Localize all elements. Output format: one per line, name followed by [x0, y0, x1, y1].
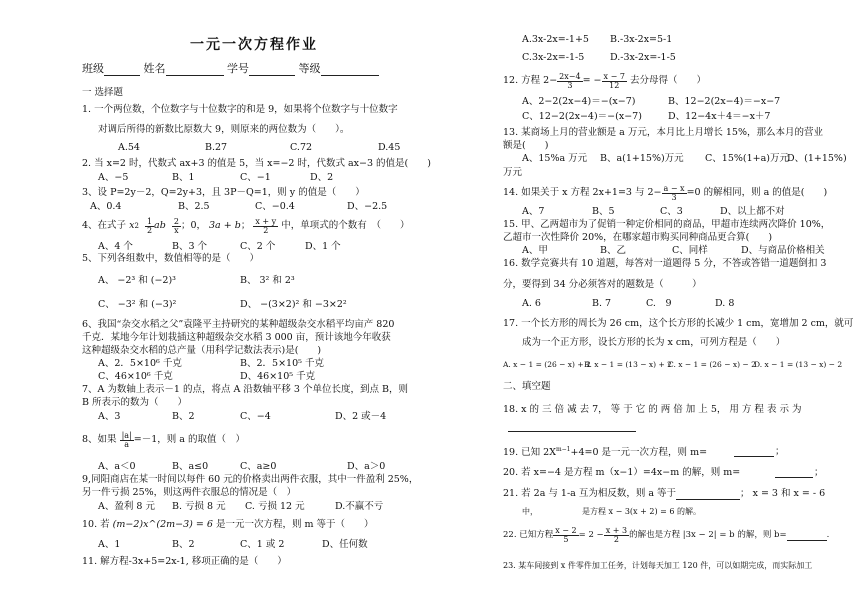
q9-line2: 另一件亏损 25%，则这两件衣服总的情况是（ ） [82, 487, 297, 498]
q7-line2: B 所表示的数为（ ） [82, 397, 188, 408]
q21-suffix: ； x = 3 和 x = - 6 [740, 488, 826, 499]
q22-equals: = 2 − [578, 529, 604, 540]
q4-option-d[interactable]: D、1 个 [305, 241, 341, 252]
q7-option-d[interactable]: D、2 或－4 [335, 411, 387, 422]
q5-option-a[interactable]: A、 −2³ 和 (−2)³ [98, 275, 176, 286]
q10-option-c[interactable]: C、1 或 2 [240, 539, 285, 550]
q14-option-d[interactable]: D、以上都不对 [720, 206, 785, 217]
q3-option-a[interactable]: A、0.4 [90, 201, 122, 212]
q1-line1: 1. 一个两位数，个位数字与十位数字的和是 9，如果将个位数字与十位数字 [82, 104, 398, 115]
name-label: 姓名 [143, 62, 166, 75]
q4-text: 4、在式子 x 2 $\frac{1}{2}$ ab $\frac{2}{x}$ ；0， 3a + b ； $\frac{x + y}{2}$ 中，单项式的个数有 （ ） [82, 216, 410, 235]
q21-line1 [503, 488, 825, 500]
q4-term-ab: ab [154, 220, 166, 232]
name-field[interactable] [166, 64, 224, 76]
q22-fraction-1: $\frac{x - 2}{5}$ [555, 525, 577, 544]
q21-answer-blank[interactable] [676, 489, 740, 500]
q8-prefix: 8、如果 [82, 434, 117, 446]
q10-option-b[interactable]: B、2 [172, 539, 195, 550]
section-fill-heading: 二、填空题 [503, 381, 551, 392]
q11-option-d[interactable]: D.-3x-2x=-1-5 [610, 52, 676, 63]
q13-option-a[interactable]: A、15%a 万元 [522, 153, 588, 164]
q20-answer-blank[interactable] [775, 467, 813, 478]
q1-line2: 对调后所得的新数比原数大 9，则原来的两位数为（ ）。 [98, 124, 350, 135]
q13-tail: 万元 [503, 167, 523, 178]
q11-option-a[interactable]: A.3x-2x=-1+5 [522, 34, 589, 45]
q12-option-c[interactable]: C、12−2(2x−4)＝−(x−7) [522, 111, 642, 122]
q8-option-b[interactable]: B、a≤0 [172, 461, 209, 472]
page-title: 一元一次方程作业 [190, 37, 318, 53]
q18-answer-blank[interactable] [508, 421, 636, 432]
q12-text [503, 68, 706, 94]
q22-fraction-2: $\frac{x + 3}{2}$ [605, 525, 628, 544]
q12-fraction-2: $\frac{x - 7}{12}$ [603, 71, 625, 90]
q19-exponent: m−1 [555, 446, 571, 453]
q4-prefix: 4、在式子 [82, 220, 127, 232]
q15-option-b[interactable]: B、乙 [600, 245, 626, 256]
q8-option-d[interactable]: D、a＞0 [347, 461, 386, 472]
q22-prefix: 22. 已知方程 [503, 529, 554, 540]
q5-option-c[interactable]: C、 −3² 和 (−3)² [98, 299, 177, 310]
q23-text: 23. 某车间接到 x 件零件加工任务，计划每天加工 120 件，可以如期完成，而实际加工 [503, 561, 813, 570]
q8-fraction: $\frac{|a|}{a}$ [121, 430, 132, 449]
q7-line1: 7、A 为数轴上表示－1 的点，将点 A 沿数轴平移 3 个单位长度，到点 B，则 [82, 384, 408, 395]
q22-text [503, 522, 829, 548]
q15-option-d[interactable]: D、与商品价格相关 [741, 245, 825, 256]
q9-line1: 9,同阳商店在某一时间以每件 60 元的价格卖出两件衣服，其中一件盈利 25%， [82, 474, 419, 485]
class-label: 班级 [82, 62, 104, 75]
q7-option-b[interactable]: B、2 [172, 411, 195, 422]
q6-line3: 这种超级杂交水稻的总产量（用科学记数法表示)是( ) [82, 345, 322, 356]
q5-option-d[interactable]: D、 −(3×2)² 和 −3×2² [240, 299, 347, 310]
q16-option-b[interactable]: B. 7 [592, 298, 612, 309]
q8-suffix: =－1，则 a 的取值（ ） [133, 434, 245, 446]
q3-option-d[interactable]: D、−2.5 [347, 201, 388, 212]
q14-prefix: 14. 如果关于 x 方程 2x+1=3 与 2− [503, 187, 662, 199]
q11-option-b[interactable]: B.-3x-2x=5-1 [610, 34, 673, 45]
id-field[interactable] [249, 64, 295, 76]
q17-option-a[interactable]: A. x − 1 = (26 − x) + 2 [503, 360, 591, 369]
q4-option-c[interactable]: C、2 个 [240, 241, 276, 252]
q12-suffix: 去分母得（ ） [629, 75, 706, 87]
q2-text: 2. 当 x=2 时，代数式 ax+3 的值是 5，当 x=−2 时，代数式 ax−3 的值是( ) [82, 158, 431, 169]
q2-option-d[interactable]: D、2 [310, 172, 334, 183]
q10-equation: (m−2)x^(2m−3) = 6 [112, 519, 213, 530]
q18-line1: 18. x 的 三 倍 减 去 7， 等 于 它 的 两 倍 加 上 5， 用 方 程 表 示 为 [503, 404, 802, 415]
q13-line1: 13. 某商场上月的营业额是 a 万元，本月比上月增长 15%，那么本月的营业 [503, 127, 823, 138]
q13-option-b[interactable]: B、a(1+15%)万元 [600, 153, 684, 164]
q10-option-a[interactable]: A、1 [98, 539, 121, 550]
q4-option-a[interactable]: A、4 个 [98, 241, 133, 252]
q16-option-a[interactable]: A. 6 [522, 298, 541, 309]
q15-option-c[interactable]: C、同样 [672, 245, 708, 256]
q6-option-d[interactable]: D、46×10⁵ 千克 [240, 371, 316, 382]
q12-prefix: 12. 方程 2− [503, 75, 558, 87]
q4-term-3ab: 3a + b [209, 220, 241, 232]
q6-line2: 千克．某地今年计划栽插这种超级杂交水稻 3 000 亩，预计该地今年收获 [82, 332, 391, 343]
q2-option-c[interactable]: C、−1 [240, 172, 271, 183]
q5-option-b[interactable]: B、 3² 和 2³ [240, 275, 295, 286]
q3-text: 3、设 P=2y－2，Q=2y+3，且 3P－Q=1，则 y 的值是（ ） [82, 187, 365, 198]
q10-option-d[interactable]: D、任何数 [322, 539, 368, 550]
q14-suffix: =0 的解相同，则 a 的值是( ) [686, 187, 828, 199]
q9-option-c[interactable]: C. 亏损 12 元 [245, 501, 305, 512]
q4-term-x-exp: 2 [134, 221, 139, 230]
q17-option-d[interactable]: D. x − 1 = (13 − x) − 2 [754, 360, 843, 369]
q10-text [82, 519, 374, 531]
q7-option-c[interactable]: C、−4 [240, 411, 271, 422]
q15-line1: 15. 甲、乙两超市为了促销一种定价相同的商品，甲超市连续两次降价 10%， [503, 219, 831, 230]
q19-end: ； [775, 446, 785, 457]
q4-term-x: x [129, 220, 135, 232]
grade-field[interactable] [321, 64, 379, 76]
q19-suffix: +4=0 是一元一次方程，则 m= [570, 447, 708, 459]
q2-option-b[interactable]: B、1 [172, 172, 195, 183]
class-field[interactable] [104, 64, 140, 76]
q14-fraction: $\frac{a - x}{3}$ [663, 183, 685, 202]
q19-answer-blank[interactable] [734, 446, 774, 457]
q16-line1: 16. 数学竞赛共有 10 道题，每答对一道题得 5 分，不答或答错一道题倒扣 3 [503, 258, 827, 269]
q6-option-c[interactable]: C、46×10⁶ 千克 [98, 371, 173, 382]
q14-option-a[interactable]: A、7 [522, 206, 545, 217]
q13-option-c[interactable]: C、15%(1+a)万元 [705, 153, 789, 164]
q12-option-a[interactable]: A、2−2(2x−4)＝−(x−7) [522, 96, 636, 107]
q17-line1: 17. 一个长方形的周长为 26 cm，这个长方形的长减少 1 cm，宽增加 2 cm，就可 [503, 318, 854, 329]
q8-option-c[interactable]: C、a≥0 [240, 461, 277, 472]
q3-option-b[interactable]: B、2.5 [178, 201, 210, 212]
q13-line2: 额是( ) [503, 140, 549, 151]
q15-line2: 乙超市一次性降价 20%，在哪家超市购买同种商品更合算( ) [503, 232, 773, 243]
q22-end: . [826, 529, 830, 540]
q6-option-a[interactable]: A、2．5×10⁶ 千克 [98, 358, 182, 369]
q1-option-c[interactable]: C.72 [290, 142, 313, 153]
q1-option-b[interactable]: B.27 [205, 142, 228, 153]
section-choice-heading: 一 选择题 [82, 87, 124, 98]
q14-option-b[interactable]: B、5 [592, 206, 615, 217]
q17-option-c[interactable]: C. x − 1 = (26 − x) − 2 [668, 360, 756, 369]
q22-suffix: 的解也是方程 |3x − 2| = b 的解，则 b= [629, 529, 787, 540]
q16-option-d[interactable]: D. 8 [715, 298, 735, 309]
q4-fraction-2x: $\frac{2}{x}$ [173, 216, 179, 235]
q6-option-b[interactable]: B、2．5×10⁵ 千克 [240, 358, 324, 369]
q21-line2: 中， 是方程 x − 3(x + 2) = 6 的解。 [522, 507, 701, 516]
q10-prefix: 10. 若 [82, 519, 110, 530]
q5-text: 5、下列各组数中，数值相等的是（ ） [82, 253, 260, 264]
q17-line2: 成为一个正方形，设长方形的长为 x cm，可列方程是（ ） [522, 337, 786, 348]
q14-text [503, 180, 827, 206]
q1-option-d[interactable]: D.45 [378, 142, 401, 153]
q16-option-c[interactable]: C. 9 [646, 298, 672, 309]
q4-suffix: 中，单项式的个数有 （ ） [281, 220, 410, 232]
q2-option-a[interactable]: A、−5 [98, 172, 129, 183]
q20-end: ； [814, 467, 824, 478]
q12-option-b[interactable]: B、12−2(2x−4)＝−x−7 [668, 96, 781, 107]
q21-prefix: 21. 若 2a 与 1-a 互为相反数，则 a 等于 [503, 488, 677, 499]
q1-option-a[interactable]: A.54 [118, 142, 140, 153]
q17-option-b[interactable]: B. x − 1 = (13 − x) + 2 [584, 360, 672, 369]
q8-text [82, 427, 245, 453]
q10-suffix: 是一元一次方程，则 m 等于（ ） [215, 519, 374, 530]
q12-option-d[interactable]: D、12−4x＋4＝−x＋7 [668, 111, 771, 122]
grade-label: 等级 [298, 62, 321, 75]
q16-line2: 分，要得到 34 分必须答对的题数是（ ） [503, 279, 702, 290]
q4-fraction-xy: $\frac{x + y}{2}$ [255, 216, 277, 235]
q12-equals: = − [582, 75, 602, 87]
id-label: 学号 [227, 62, 249, 75]
q3-option-c[interactable]: C、−0.4 [255, 201, 295, 212]
q22-answer-blank[interactable] [787, 530, 827, 541]
q9-option-a[interactable]: A、盈利 8 元 [98, 501, 155, 512]
q9-option-b[interactable]: B. 亏损 8 元 [172, 501, 226, 512]
q20-text: 20. 若 x=−4 是方程 m（x−1）=4x−m 的解，则 m= [503, 467, 741, 478]
q9-option-d[interactable]: D.不赢不亏 [335, 501, 384, 512]
q11-option-c[interactable]: C.3x-2x=-1-5 [522, 52, 585, 63]
q4-option-b[interactable]: B、3 个 [172, 241, 208, 252]
q14-option-c[interactable]: C、3 [660, 206, 683, 217]
q19-text [503, 446, 707, 459]
q15-option-a[interactable]: A、甲 [522, 245, 548, 256]
q13-option-d[interactable]: D、(1+15%) [787, 153, 847, 164]
q11-text: 11. 解方程-3x+5=2x-1, 移项正确的是（ ） [82, 556, 287, 567]
q6-line1: 6、我国“杂交水稻之父”袁隆平主持研究的某种超级杂交水稻平均亩产 820 [82, 319, 395, 330]
q7-option-a[interactable]: A、3 [98, 411, 121, 422]
q8-option-a[interactable]: A、a＜0 [98, 461, 136, 472]
q4-fraction-half: $\frac{1}{2}$ [146, 216, 153, 235]
student-info-line [82, 62, 379, 76]
q19-prefix: 19. 已知 2X [503, 447, 556, 459]
q12-fraction-1: $\frac{2x-4}{3}$ [559, 71, 581, 90]
